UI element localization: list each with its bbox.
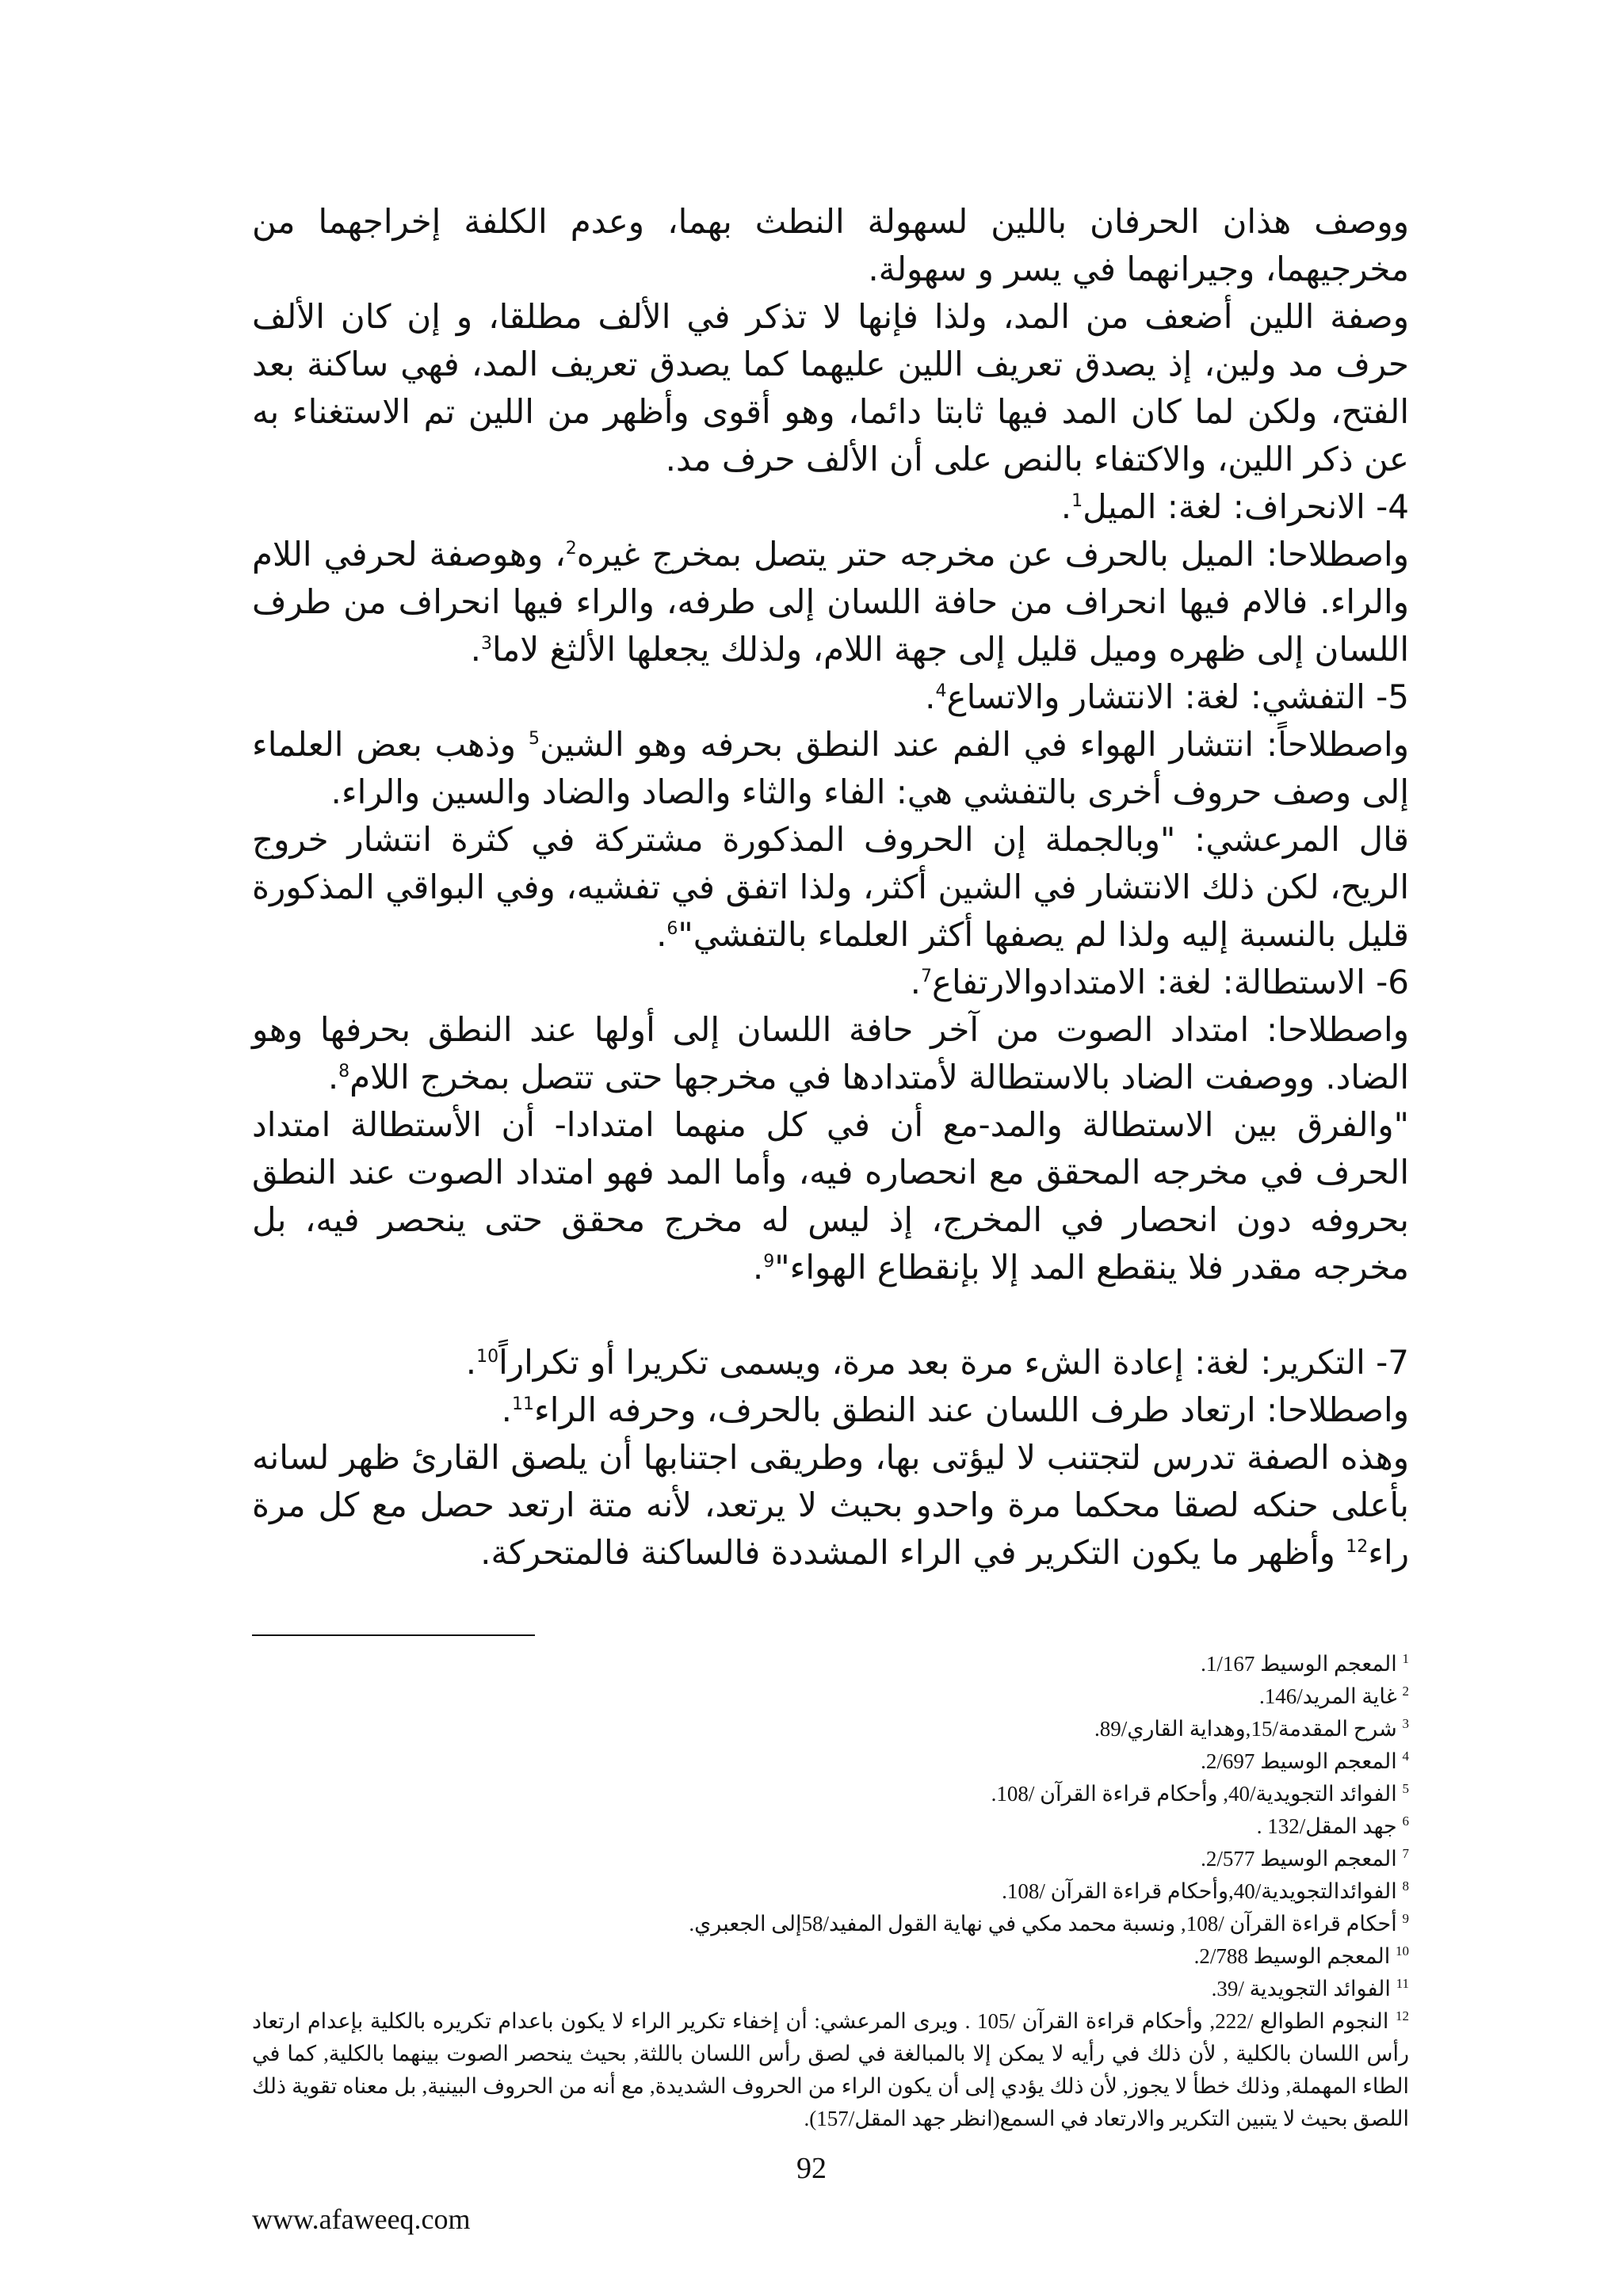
footnote: $^2$ غاية المريد/146. bbox=[1258, 1684, 1409, 1708]
section-heading-tafashi: 5- التفشي: لغة: الانتشار والاتساع$^4$. bbox=[925, 677, 1409, 716]
section-heading-inhiraf: 4- الانحراف: لغة: الميل$^1$. bbox=[1060, 487, 1409, 526]
footnote: $^4$ المعجم الوسيط 2/697. bbox=[1201, 1749, 1409, 1773]
paragraph-gap bbox=[252, 1291, 1409, 1339]
footnote: $^8$ الفوائدالتجويدية/40,وأحكام قراءة القرآن /108. bbox=[1002, 1878, 1409, 1903]
footnote-ref: 7 bbox=[920, 967, 932, 986]
footnote-ref: 6 bbox=[666, 919, 678, 939]
footnote: $^1$ المعجم الوسيط 1/167. bbox=[1201, 1651, 1409, 1676]
footnotes bbox=[252, 1648, 1409, 2135]
paragraph-takrir-avoidance: وهذه الصفة تدرس لتجتنب لا ليؤتى بها، وطريقى اجتنابها أن يلصق القارئ ظهر لسانه بأعلى حنكه لصقا محكما مرة واحدو بحيث لا يرتعد، لأنه متة ارتعد حصل مع كل مرة راء$^{12}$ وأظهر ما يكون التكرير في الراء المشددة فالساكنة فالمتحركة. bbox=[252, 1438, 1409, 1572]
section-heading-istitala: 6- الاستطالة: لغة: الامتدادوالارتفاع$^7$. bbox=[910, 963, 1409, 1001]
footnote-ref: 11 bbox=[512, 1394, 534, 1414]
footnote-ref: 2 bbox=[565, 539, 577, 559]
footnote-ref: 5 bbox=[528, 729, 540, 749]
footnote-ref: 10 bbox=[476, 1347, 499, 1367]
footnote: $^{12}$ النجوم الطوالع /222, وأحكام قراءة القرآن /105 . ويرى المرعشي: أن إخفاء تكرير الراء لا يكون باعدام تكريره بالكلية بإعدام ارتعاد رأس اللسان بالكلية , لأن ذلك في رأيه لا يمكن إلا بالمبالغة في لصق رأس اللسان باللثة, بحيث ينحصر الصوت بينهما بالكلية, كما في الطاء المهملة, وذلك خطأ لا يجوز, لأن ذلك يؤدي إلى أن يكون الراء من الحروف الشديدة, مع أنه من الحروف البينية, بل معناه تقوية ذلك اللصق بحيث لا يتبين التكرير والارتعاد في السمع(انظر جهد المقل/157). bbox=[252, 2008, 1409, 2130]
footnote-ref: 1 bbox=[1071, 491, 1083, 511]
paragraph-2: وصفة اللين أضعف من المد، ولذا فإنها لا تذكر في الألف مطلقا، و إن كان الألف حرف مد ولين، إذ يصدق تعريف اللين عليهما كما يصدق تعريف المد، فهي ساكنة بعد الفتح، ولكن لما كان المد فيها ثابتا دائما، وهو أقوى وأظهر من اللين تم الاستغناء به عن ذكر اللين، والاكتفاء بالنص على أن الألف حرف مد. bbox=[252, 297, 1409, 479]
paragraph-istitala-difference: "والفرق بين الاستطالة والمد-مع أن في كل منهما امتدادا- أن الأستطالة امتداد الحرف في مخرجه المحقق مع انحصاره فيه، وأما المد فهو امتداد الصوت عند النطق بحروفه دون انحصار في المخرج، إذ ليس له مخرج محقق حتى ينحصر فيه، بل مخرجه مقدر فلا ينقطع المد إلا بإنقطاع الهواء"$^9$. bbox=[252, 1105, 1409, 1287]
paragraph-tafashi: واصطلاحاً: انتشار الهواء في الفم عند النطق بحرفه وهو الشين$^5$ وذهب بعض العلماء إلى وصف حروف أخرى بالتفشي هي: الفاء والثاء والصاد والضاد والسين والراء. bbox=[252, 725, 1409, 811]
paragraph-istitala: واصطلاحا: امتداد الصوت من آخر حافة اللسان إلى أولها عند النطق بحرفها وهو الضاد. ووصفت الضاد بالاستطالة لأمتدادها في مخرجها حتى تتصل بمخرج اللام$^8$. bbox=[252, 1010, 1409, 1097]
footnote: $^3$ شرح المقدمة/15,وهداية القاري/89. bbox=[1094, 1716, 1409, 1741]
paragraph-marashi-quote: قال المرعشي: "وبالجملة إن الحروف المذكورة مشتركة في كثرة انتشار خروج الريح، لكن ذلك الانتشار في الشين أكثر، ولذا اتفق في تفشيه، وفي البواقي المذكورة قليل بالنسبة إليه ولذا لم يصفها أكثر العلماء بالتفشي"$^6$. bbox=[252, 820, 1409, 954]
paragraph-takrir: واصطلاحا: ارتعاد طرف اللسان عند النطق بالحرف، وحرفه الراء$^{11}$. bbox=[501, 1390, 1409, 1429]
footnote-ref: 12 bbox=[1346, 1537, 1369, 1557]
footnote-ref: 4 bbox=[935, 681, 947, 701]
footnote: $^7$ المعجم الوسيط 2/577. bbox=[1201, 1846, 1409, 1871]
paragraph-inhiraf: واصطلاحا: الميل بالحرف عن مخرجه حتر يتصل بمخرج غيره$^2$، وهوصفة لحرفي اللام والراء. فالام فيها انحراف من حافة اللسان إلى طرفه، والراء فيها انحراف من طرف اللسان إلى ظهره وميل قليل إلى جهة اللام، ولذلك يجعلها الألثغ لاما$^3$. bbox=[252, 535, 1410, 669]
footnote-separator bbox=[252, 1634, 535, 1636]
section-heading-takrir: 7- التكرير: لغة: إعادة الشء مرة بعد مرة، ويسمى تكريرا أو تكراراً$^{10}$. bbox=[465, 1343, 1409, 1382]
footnote-ref: 9 bbox=[763, 1252, 775, 1272]
footnote: $^9$ أحكام قراءة القرآن /108, ونسبة محمد مكي في نهاية القول المفيد/58إلى الجعبري. bbox=[689, 1911, 1409, 1936]
footnote: $^6$ جهد المقل/132 . bbox=[1256, 1814, 1409, 1838]
page-number: 92 bbox=[796, 2152, 827, 2185]
main-text bbox=[252, 198, 1409, 1577]
website-url: www.afaweeq.com bbox=[252, 2203, 471, 2235]
footnote: $^5$ الفوائد التجويدية/40, وأحكام قراءة القرآن /108. bbox=[991, 1781, 1409, 1806]
footnote: $^{11}$ الفوائد التجويدية /39. bbox=[1211, 1976, 1409, 2000]
footnote-ref: 3 bbox=[480, 634, 492, 654]
footnote-ref: 8 bbox=[338, 1062, 350, 1081]
footnote: $^{10}$ المعجم الوسيط 2/788. bbox=[1193, 1943, 1409, 1968]
paragraph-1: ووصف هذان الحرفان باللين لسهولة النطث بهما، وعدم الكلفة إخراجهما من مخرجيهما، وجيرانهما في يسر و سهولة. bbox=[252, 202, 1409, 288]
